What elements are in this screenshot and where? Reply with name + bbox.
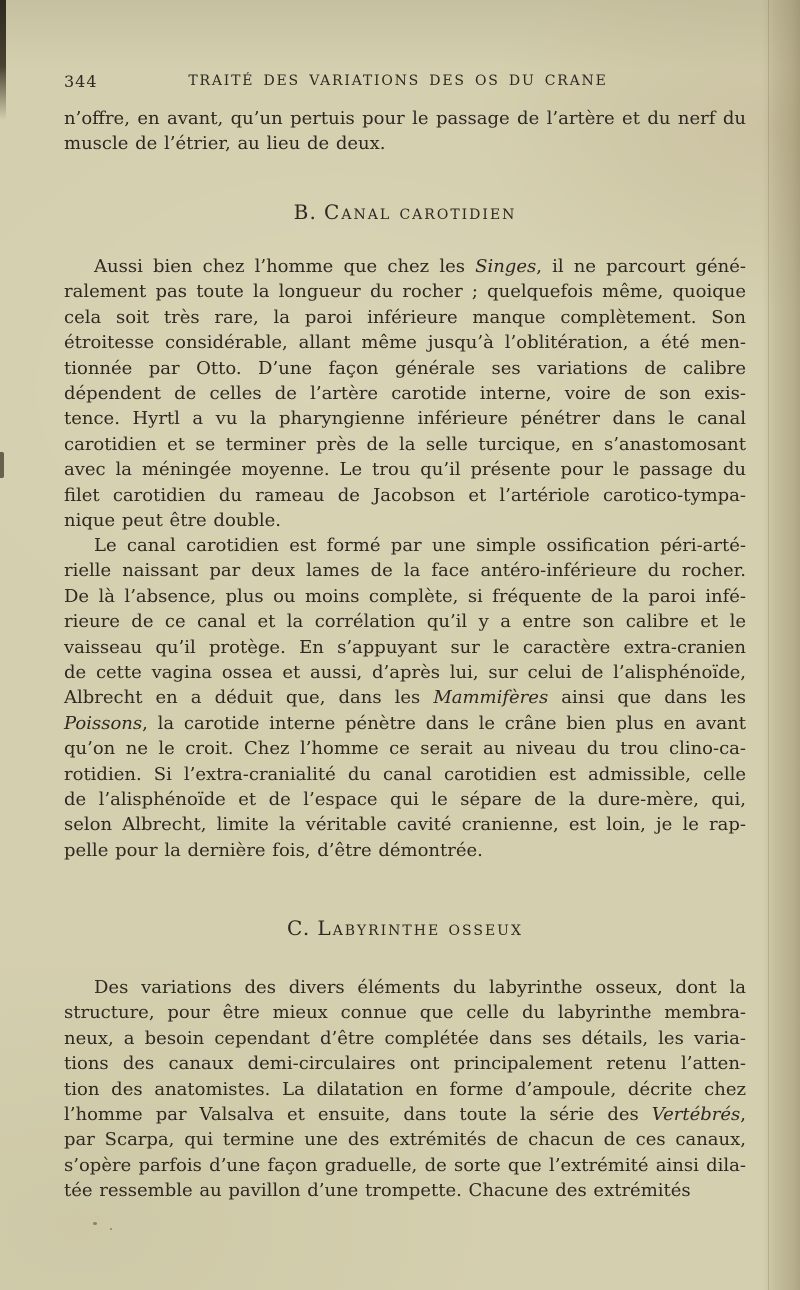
paragraph [64, 533, 746, 863]
text-line: rielle naissant par deux lames de la face antéro-inférieure du rocher. [64, 560, 746, 582]
section-heading [64, 916, 746, 940]
scan-edge-mark [0, 452, 4, 478]
paragraph [64, 254, 746, 533]
scan-edge-artifact [0, 0, 6, 120]
text-line: vaisseau qu’il protège. En s’appuyant sur le caractère extra-cranien [64, 636, 746, 658]
text-line: cela soit très rare, la paroi inférieure manque complètement. Son [64, 306, 746, 328]
text-line: structure, pour être mieux connue que celle du labyrinthe membra- [64, 1002, 746, 1024]
text-line: Le canal carotidien est formé par une simple ossification péri-arté- [94, 535, 746, 556]
text-column [64, 0, 746, 1290]
paragraph [64, 975, 746, 1204]
text-line: n’offre, en avant, qu’un pertuis pour le passage de l’artère et du nerf du [64, 108, 746, 129]
text-line: Aussi bien chez l’homme que chez les Singes, il ne parcourt géné- [94, 256, 746, 277]
text-line: rieure de ce canal et la corrélation qu’il y a entre son calibre et le [64, 611, 746, 633]
text-line: muscle de l’étrier, au lieu de deux. [64, 133, 386, 155]
text-line: carotidien et se terminer près de la selle turcique, en s’anastomosant [64, 433, 746, 455]
paragraph [64, 106, 746, 157]
text-line: Albrecht en a déduit que, dans les Mammifères ainsi que dans les [64, 687, 746, 709]
page-edge-line [768, 0, 769, 1290]
text-line: s’opère parfois d’une façon graduelle, de sorte que l’extrémité ainsi dila- [64, 1154, 746, 1176]
running-title: TRAITÉ DES VARIATIONS DES OS DU CRANE [188, 73, 608, 89]
text-line: étroitesse considérable, allant même jusqu’à l’oblitération, a été men- [64, 332, 746, 354]
text-line: rotidien. Si l’extra-cranialité du canal carotidien est admissible, celle [64, 763, 746, 785]
heading-letter: B. [293, 200, 318, 224]
text-line: qu’on ne le croit. Chez l’homme ce serait au niveau du trou clino-ca- [64, 738, 746, 760]
text-line: l’homme par Valsalva et ensuite, dans toute la série des Vertébrés, [64, 1103, 746, 1125]
section-heading [64, 200, 746, 224]
text-line: pelle pour la dernière fois, d’être démontrée. [64, 839, 483, 861]
text-line: avec la méningée moyenne. Le trou qu’il présente pour le passage du [64, 459, 746, 481]
text-line: De là l’absence, plus ou moins complète, si fréquente de la paroi infé- [64, 585, 746, 607]
text-line: tions des canaux demi-circulaires ont principalement retenu l’atten- [64, 1053, 746, 1075]
text-line: Des variations des divers éléments du labyrinthe osseux, dont la [94, 977, 746, 998]
heading-letter: C. [287, 916, 311, 940]
heading-title: Canal carotidien [324, 200, 517, 224]
heading-title: Labyrinthe osseux [317, 916, 523, 940]
text-line: tionnée par Otto. D’une façon générale ses variations de calibre [64, 357, 746, 379]
page-number: 344 [64, 72, 98, 91]
text-line: tence. Hyrtl a vu la pharyngienne inférieure pénétrer dans le canal [64, 408, 746, 430]
text-line: filet carotidien du rameau de Jacobson et l’artériole carotico-tympa- [64, 484, 746, 506]
text-line: de l’alisphénoïde et de l’espace qui le sépare de la dure-mère, qui, [64, 788, 746, 810]
text-line: selon Albrecht, limite la véritable cavité cranienne, est loin, je le rap- [64, 814, 746, 836]
text-line: neux, a besoin cependant d’être complétée dans ses détails, les varia- [64, 1027, 746, 1049]
text-line: tée ressemble au pavillon d’une trompette. Chacune des extrémités [64, 1180, 691, 1202]
text-line: dépendent de celles de l’artère carotide interne, voire de son exis- [64, 382, 746, 404]
text-line: par Scarpa, qui termine une des extrémités de chacun de ces canaux, [64, 1129, 746, 1151]
text-line: de cette vagina ossea et aussi, d’après lui, sur celui de l’alisphénoïde, [64, 661, 746, 683]
text-line: tion des anatomistes. La dilatation en forme d’ampoule, décrite chez [64, 1078, 746, 1100]
text-line: ralement pas toute la longueur du rocher ; quelquefois même, quoique [64, 281, 746, 303]
text-line: nique peut être double. [64, 509, 282, 531]
text-line: Poissons, la carotide interne pénètre dans le crâne bien plus en avant [64, 712, 746, 734]
